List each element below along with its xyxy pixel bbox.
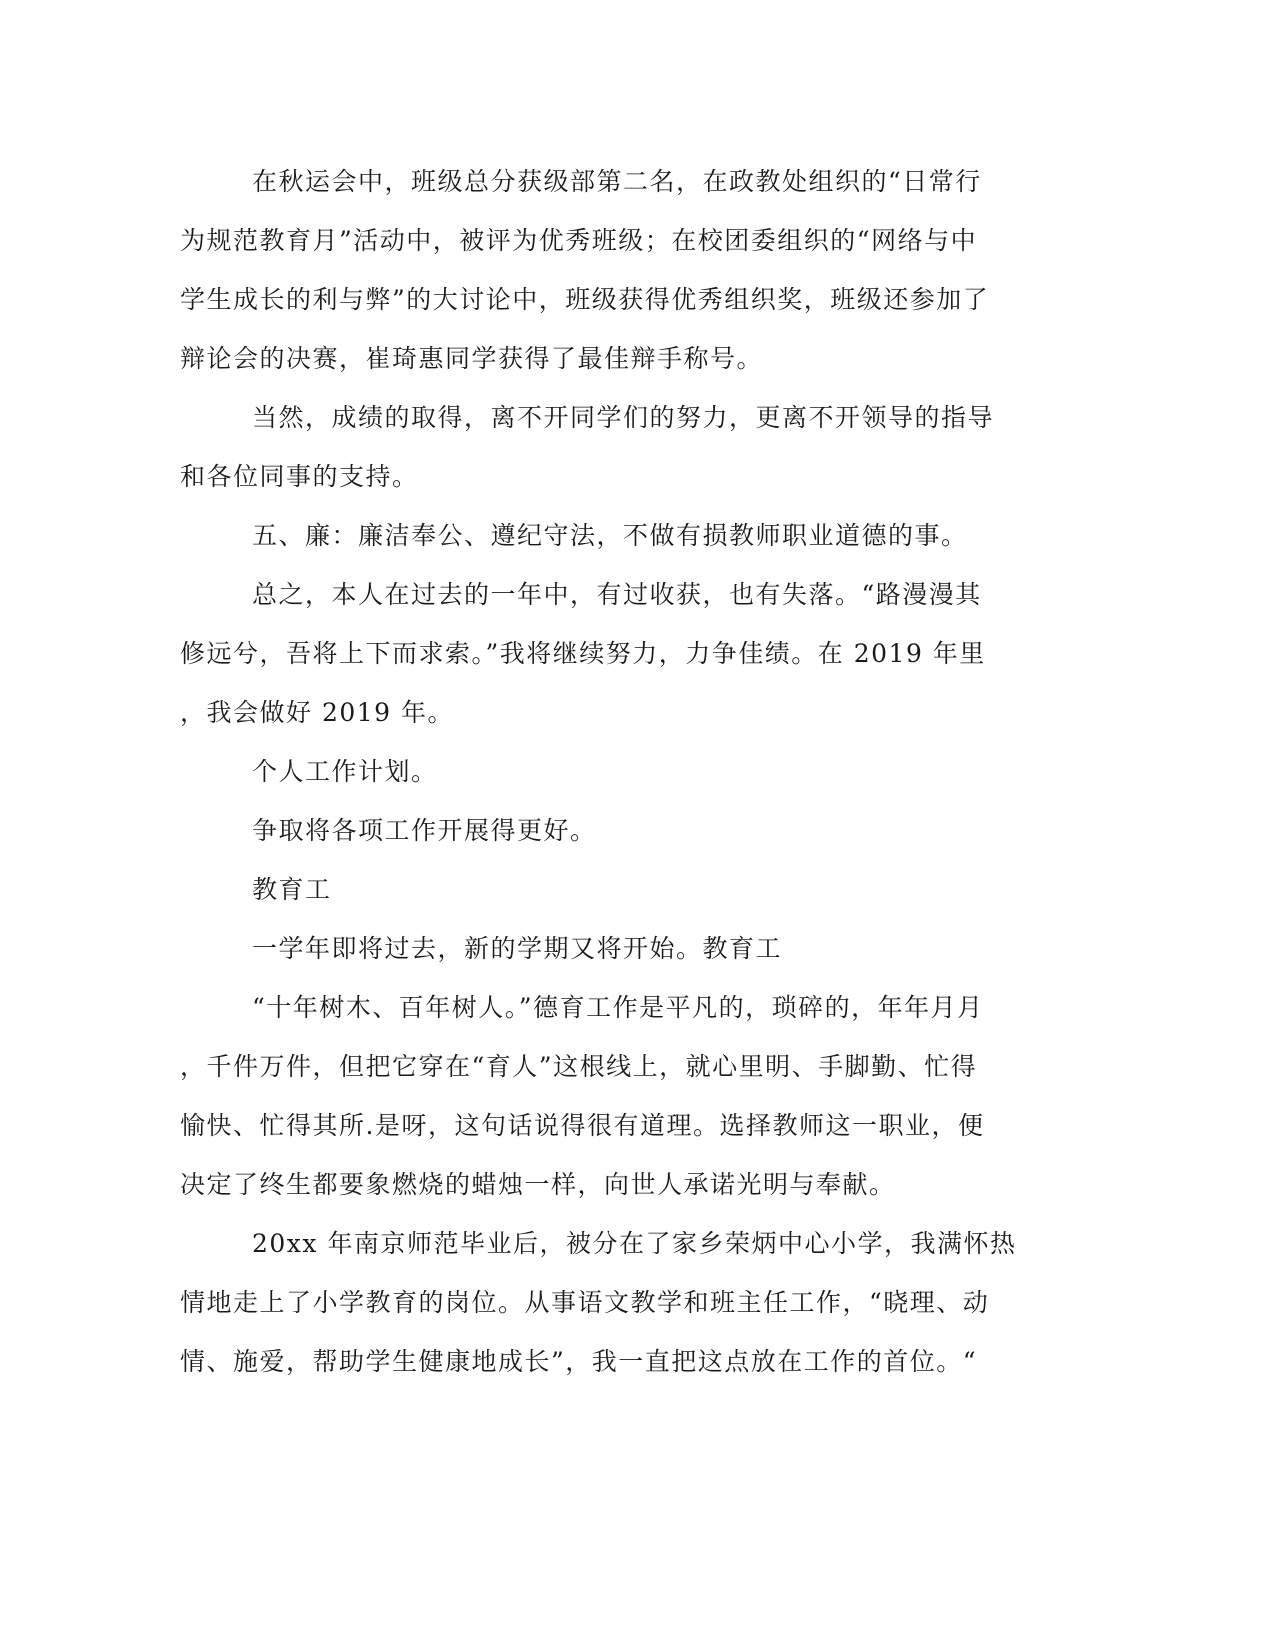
text-line: 决定了终生都要象燃烧的蜡烛一样，向世人承诺光明与奉献。 bbox=[180, 1170, 896, 1199]
text-line: 争取将各项工作开展得更好。 bbox=[252, 816, 597, 845]
text-line: 在秋运会中，班级总分获级部第二名，在政教处组织的“日常行 bbox=[252, 167, 982, 196]
text-line: 学生成长的利与弊”的大讨论中，班级获得优秀组织奖，班级还参加了 bbox=[180, 285, 990, 314]
text-line: 和各位同事的支持。 bbox=[180, 462, 419, 491]
text-line: 辩论会的决赛，崔琦惠同学获得了最佳辩手称号。 bbox=[180, 344, 764, 373]
text-line: 20xx 年南京师范毕业后，被分在了家乡荣炳中心小学，我满怀热 bbox=[252, 1229, 1017, 1258]
text-line: 一学年即将过去，新的学期又将开始。教育工 bbox=[252, 934, 783, 963]
text-line: ，千件万件，但把它穿在“育人”这根线上，就心里明、手脚勤、忙得 bbox=[180, 1052, 978, 1081]
text-line: 五、廉：廉洁奉公、遵纪守法，不做有损教师职业道德的事。 bbox=[252, 521, 968, 550]
text-line: 情地走上了小学教育的岗位。从事语文教学和班主任工作，“晓理、动 bbox=[180, 1288, 990, 1317]
text-line: ，我会做好 2019 年。 bbox=[180, 698, 455, 727]
text-line: 教育工 bbox=[252, 875, 332, 904]
text-line: 总之，本人在过去的一年中，有过收获，也有失落。“路漫漫其 bbox=[252, 580, 982, 609]
text-line: 个人工作计划。 bbox=[252, 757, 438, 786]
text-line: 愉快、忙得其所.是呀，这句话说得很有道理。选择教师这一职业，便 bbox=[180, 1111, 985, 1140]
text-line: 当然，成绩的取得，离不开同学们的努力，更离不开领导的指导 bbox=[252, 403, 995, 432]
text-line: “十年树木、百年树人。”德育工作是平凡的，琐碎的，年年月月 bbox=[252, 993, 984, 1022]
text-line: 修远兮，吾将上下而求索。”我将继续努力，力争佳绩。在 2019 年里 bbox=[180, 639, 986, 668]
text-line: 为规范教育月”活动中，被评为优秀班级；在校团委组织的“网络与中 bbox=[180, 226, 978, 255]
text-line: 情、施爱，帮助学生健康地成长”，我一直把这点放在工作的首位。“ bbox=[180, 1347, 978, 1376]
